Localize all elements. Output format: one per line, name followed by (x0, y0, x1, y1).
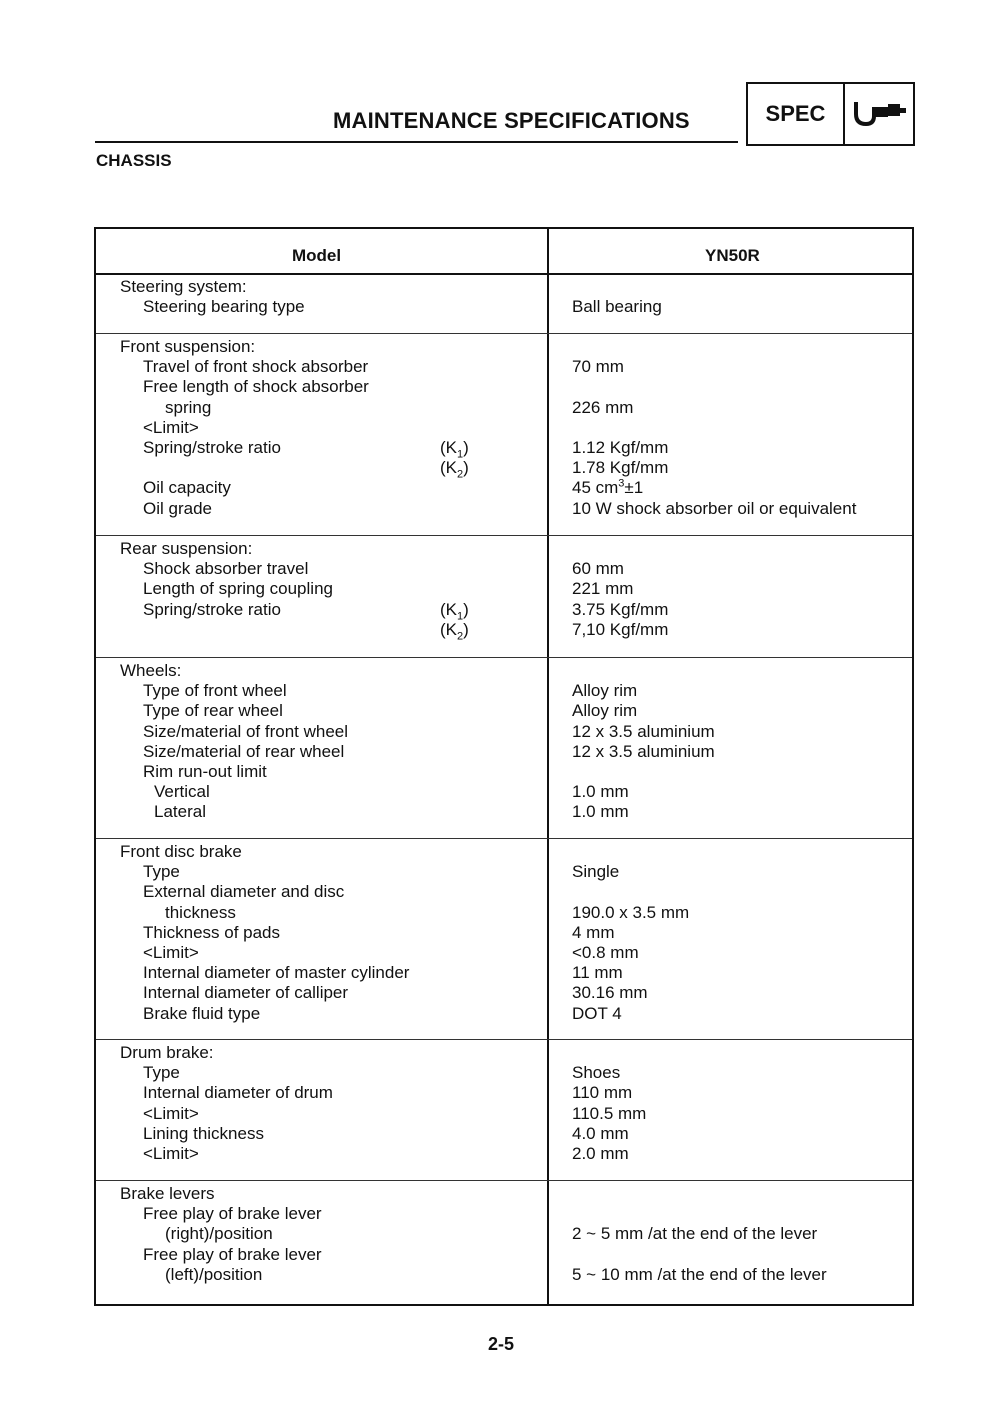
spec-value (572, 983, 648, 1003)
spec-coefficient (440, 458, 469, 481)
spec-value (572, 782, 629, 802)
spec-label: Type (143, 1063, 180, 1083)
spec-label: Free play of brake lever (143, 1244, 322, 1264)
spec-label: spring (165, 397, 212, 417)
spec-label: Spring/stroke ratio (143, 599, 281, 619)
page-title: MAINTENANCE SPECIFICATIONS (333, 108, 690, 133)
spec-group (96, 337, 912, 519)
spec-label: Travel of front shock absorber (143, 357, 369, 377)
spec-label: Type of rear wheel (143, 701, 283, 721)
table-row (96, 701, 912, 721)
value-text: 70 mm (572, 357, 624, 377)
spec-value (572, 1004, 622, 1024)
coefficient-prefix: (K (440, 437, 457, 457)
spec-label: Internal diameter of master cylinder (143, 963, 410, 983)
spec-group (96, 1184, 912, 1285)
spec-value (572, 862, 619, 882)
value-text: 60 mm (572, 559, 624, 579)
spec-coefficient (440, 437, 469, 461)
coefficient-subscript: 2 (457, 630, 464, 643)
spec-badge-label: SPEC (765, 101, 826, 126)
value-text: 1.0 mm (572, 802, 629, 822)
spec-label: Lateral (154, 802, 206, 822)
spec-value (572, 398, 633, 418)
value-text: 1.0 mm (572, 782, 629, 802)
table-row (96, 923, 912, 943)
table-row (96, 600, 912, 620)
coefficient-suffix: ) (463, 437, 469, 457)
spec-value (572, 681, 637, 701)
micrometer-icon (852, 98, 908, 128)
spec-value (572, 1224, 817, 1244)
table-row (96, 1063, 912, 1083)
value-text: 2 ~ 5 mm /at the end of the lever (572, 1224, 818, 1244)
spec-value (572, 1144, 629, 1164)
spec-label: Internal diameter of drum (143, 1083, 333, 1103)
table-row (96, 437, 912, 461)
value-text: 110 mm (572, 1083, 633, 1103)
table-row (96, 983, 912, 1003)
spec-value (572, 438, 668, 458)
coefficient-prefix: (K (440, 599, 457, 619)
spec-value (572, 458, 668, 478)
value-text: Shoes (572, 1063, 621, 1083)
table-row (96, 277, 912, 297)
header-divider (96, 273, 912, 275)
spec-label: Oil grade (143, 498, 212, 518)
coefficient-suffix: ) (463, 599, 469, 619)
value-text: 3.75 Kgf/mm (572, 599, 669, 619)
spec-label: (right)/position (165, 1224, 273, 1244)
spec-label: Type (143, 862, 180, 882)
spec-badge (746, 82, 915, 146)
section-title: CHASSIS (96, 151, 172, 170)
spec-label: Steering system: (120, 277, 247, 296)
value-text: Alloy rim (572, 681, 638, 701)
value-text: Single (572, 862, 620, 882)
row-divider (96, 535, 912, 536)
value-text: 1.78 Kgf/mm (572, 458, 669, 478)
spec-label: Drum brake: (120, 1043, 214, 1062)
table-row (96, 762, 912, 782)
value-text: 1.12 Kgf/mm (572, 437, 669, 457)
spec-value (572, 1083, 632, 1103)
table-row (96, 499, 912, 519)
table-row (96, 1104, 912, 1124)
row-divider (96, 838, 912, 839)
table-row (96, 1245, 912, 1265)
spec-label: Oil capacity (143, 478, 231, 498)
spec-value (572, 1265, 827, 1285)
table-row (96, 1124, 912, 1144)
coefficient-subscript: 2 (457, 468, 464, 481)
spec-label: Size/material of front wheel (143, 721, 349, 741)
table-row (96, 337, 912, 357)
spec-label: Rim run-out limit (143, 761, 267, 781)
coefficient-subscript: 1 (457, 448, 464, 461)
table-row (96, 478, 912, 498)
title-underline (95, 141, 738, 143)
spec-label: Front suspension: (120, 337, 256, 356)
table-row (96, 882, 912, 902)
header-model: Model (292, 246, 342, 265)
value-text: 12 x 3.5 aluminium (572, 721, 715, 741)
table-row (96, 722, 912, 742)
spec-value (572, 903, 689, 923)
table-row (96, 862, 912, 882)
spec-group (96, 277, 912, 317)
row-divider (96, 1039, 912, 1040)
value-text: 110.5 mm (572, 1103, 647, 1123)
table-row (96, 681, 912, 701)
spec-label: Vertical (154, 782, 210, 802)
spec-coefficient (440, 619, 469, 643)
value-text: Ball bearing (572, 297, 662, 317)
table-row (96, 1144, 912, 1164)
coefficient-prefix: (K (440, 458, 457, 478)
value-text: <0.8 mm (572, 942, 639, 962)
coefficient-suffix: ) (463, 458, 469, 478)
row-divider (96, 1180, 912, 1181)
spec-value (572, 478, 643, 498)
table-row (96, 742, 912, 762)
value-text: DOT 4 (572, 1003, 622, 1023)
table-row (96, 1224, 912, 1244)
table-row (96, 661, 912, 681)
table-row (96, 1083, 912, 1103)
coefficient-suffix: ) (463, 619, 469, 639)
spec-value (572, 943, 639, 963)
spec-label: Free play of brake lever (143, 1204, 322, 1224)
header-model-value: YN50R (705, 246, 760, 265)
value-text: 12 x 3.5 aluminium (572, 741, 715, 761)
spec-label: thickness (165, 902, 236, 922)
spec-label: Steering bearing type (143, 297, 305, 317)
spec-value (572, 1104, 646, 1124)
value-text: 2.0 mm (572, 1143, 629, 1163)
table-row (96, 1265, 912, 1285)
spec-label: (left)/position (165, 1264, 263, 1284)
spec-value (572, 357, 624, 377)
spec-group (96, 661, 912, 823)
value-text: 226 mm (572, 397, 634, 417)
spec-coefficient (440, 600, 469, 620)
spec-value (572, 802, 629, 822)
value-text: 11 mm (572, 963, 623, 983)
spec-value (572, 620, 668, 640)
spec-label: External diameter and disc (143, 882, 345, 902)
spec-value (572, 1063, 620, 1083)
table-row (96, 559, 912, 579)
table-row (96, 903, 912, 923)
value-text: 30.16 mm (572, 983, 648, 1003)
spec-group (96, 539, 912, 643)
row-divider (96, 333, 912, 334)
table-row (96, 782, 912, 802)
table-row (96, 458, 912, 481)
table-row (96, 297, 912, 317)
spec-label: Front disc brake (120, 842, 242, 861)
table-row (96, 1204, 912, 1224)
spec-value (572, 742, 715, 762)
spec-label: Shock absorber travel (143, 559, 309, 579)
spec-label: Wheels: (120, 661, 182, 680)
spec-label: Size/material of rear wheel (143, 741, 345, 761)
table-row (96, 619, 912, 643)
table-row (96, 418, 912, 438)
table-row (96, 963, 912, 983)
spec-value (572, 722, 715, 742)
value-text: Alloy rim (572, 701, 638, 721)
table-row (96, 398, 912, 418)
spec-label: Lining thickness (143, 1123, 264, 1143)
value-text: 10 W shock absorber oil or equivalent (572, 498, 857, 518)
spec-value (572, 297, 662, 317)
spec-label: <Limit> (143, 1143, 199, 1163)
value-text: 5 ~ 10 mm /at the end of the lever (572, 1264, 827, 1284)
spec-label: <Limit> (143, 942, 199, 962)
spec-value (572, 1124, 629, 1144)
spec-value (572, 701, 637, 721)
spec-label: <Limit> (143, 1103, 199, 1123)
spec-group (96, 842, 912, 1024)
coefficient-subscript: 1 (457, 609, 464, 622)
spec-label: Brake fluid type (143, 1003, 261, 1023)
table-row (96, 1004, 912, 1024)
spec-label: <Limit> (143, 417, 199, 437)
table-row (96, 802, 912, 822)
spec-value (572, 600, 668, 620)
table-row (96, 1184, 912, 1204)
value-text: 190.0 x 3.5 mm (572, 902, 690, 922)
row-divider (96, 657, 912, 658)
spec-value (572, 499, 856, 519)
value-text: 45 cm (572, 478, 619, 498)
coefficient-prefix: (K (440, 619, 457, 639)
spec-label: Spring/stroke ratio (143, 437, 281, 457)
table-row (96, 1043, 912, 1063)
spec-label: Thickness of pads (143, 922, 281, 942)
specifications-table (94, 227, 914, 1306)
spec-value (572, 559, 624, 579)
value-text: 7,10 Kgf/mm (572, 619, 669, 639)
spec-value (572, 579, 633, 599)
value-tolerance: ±1 (624, 478, 644, 498)
page-number: 2-5 (488, 1334, 515, 1354)
value-text: 4 mm (572, 922, 615, 942)
value-superscript: 3 (618, 477, 625, 490)
spec-value (572, 923, 615, 943)
spec-label: Internal diameter of calliper (143, 983, 349, 1003)
value-text: 221 mm (572, 579, 634, 599)
spec-label: Brake levers (120, 1184, 215, 1203)
spec-group (96, 1043, 912, 1164)
table-row (96, 943, 912, 963)
spec-label: Free length of shock absorber (143, 377, 369, 397)
table-row (96, 579, 912, 599)
spec-label: Length of spring coupling (143, 579, 333, 599)
spec-label: Rear suspension: (120, 539, 253, 558)
spec-label: Type of front wheel (143, 681, 287, 701)
value-text: 4.0 mm (572, 1123, 629, 1143)
spec-value (572, 963, 623, 983)
spec-badge-divider (843, 84, 845, 144)
table-row (96, 842, 912, 862)
table-row (96, 377, 912, 397)
table-row (96, 539, 912, 559)
table-row (96, 357, 912, 377)
